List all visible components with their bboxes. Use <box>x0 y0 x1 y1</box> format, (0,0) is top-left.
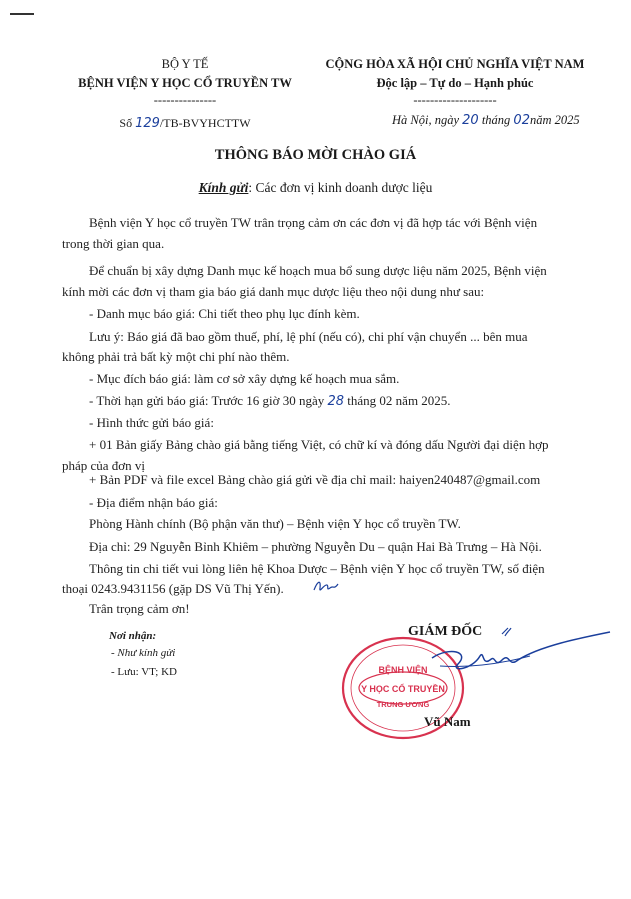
item-method: - Hình thức gửi báo giá: <box>89 415 214 430</box>
item-catalog: - Danh mục báo giá: Chi tiết theo phụ lục đính kèm. <box>89 306 360 321</box>
doc-number-handwritten: 129 <box>135 116 160 131</box>
paragraph-2-line-1: Để chuẩn bị xây dựng Danh mục kế hoạch mua bổ sung dược liệu năm 2025, Bệnh viện <box>89 263 547 278</box>
country-name: CỘNG HÒA XÃ HỘI CHỦ NGHĨA VIỆT NAM <box>325 57 585 71</box>
director-signature <box>410 626 620 686</box>
paragraph-1-line-2: trong thời gian qua. <box>62 236 165 251</box>
greeting-text: : Các đơn vị kinh doanh dược liệu <box>248 180 433 195</box>
recipients-label: Nơi nhận: <box>109 630 157 642</box>
paragraph-1-line-1: Bệnh viện Y học cổ truyền TW trân trọng cảm ơn các đơn vị đã hợp tác với Bệnh viện <box>89 215 538 230</box>
deadline-day-handwritten: 28 <box>327 394 345 409</box>
corner-mark <box>10 13 34 15</box>
item-purpose: - Mục đích báo giá: làm cơ sở xây dựng kế hoạch mua sắm. <box>89 371 400 386</box>
national-motto: Độc lập – Tự do – Hạnh phúc <box>376 76 534 90</box>
date-prefix: Hà Nội, ngày <box>392 113 463 127</box>
contact-line-1: Thông tin chi tiết vui lòng liên hệ Khoa Dược – Bệnh viện Y học cổ truyền TW, số điện <box>89 561 545 576</box>
method-1-line-1: + 01 Bản giấy Bảng chào giá bằng tiếng Việt, có chữ kí và đóng dấu Người đại diện hợp <box>89 437 549 452</box>
method-2: + Bản PDF và file excel Bảng chào giá gửi về địa chỉ mail: haiyen240487@gmail.com <box>89 472 541 487</box>
director-name: Vũ Nam <box>424 714 471 729</box>
method-1-line-2: pháp của đơn vị <box>62 458 146 473</box>
closing-line: Trân trọng cảm ơn! <box>89 601 190 616</box>
doc-number-suffix: /TB-BVYHCTTW <box>159 116 251 130</box>
document-date <box>392 113 580 128</box>
recipient-item: - Như kính gửi <box>111 647 176 659</box>
date-day-handwritten: 20 <box>462 113 479 128</box>
document-number <box>60 114 310 133</box>
note-line-1: Lưu ý: Báo giá đã bao gồm thuế, phí, lệ phí (nếu có), chi phí vận chuyển ... bên mua <box>89 329 528 344</box>
left-header-divider: --------------- <box>153 93 217 107</box>
place-line: Phòng Hành chính (Bộ phận văn thư) – Bệnh viện Y học cổ truyền TW. <box>89 516 461 531</box>
director-title: GIÁM ĐỐC <box>408 624 483 639</box>
date-mid: tháng <box>478 113 514 127</box>
note-line-2: không phải trả bất kỳ một chi phí nào thêm. <box>62 349 290 364</box>
item-place: - Địa điểm nhận báo giá: <box>89 495 218 510</box>
item-deadline <box>89 390 451 412</box>
deadline-suffix: tháng 02 năm 2025. <box>344 393 451 408</box>
greeting-label: Kính gửi <box>198 180 249 195</box>
date-month-handwritten: 02 <box>513 113 530 128</box>
ministry-name: BỘ Y TẾ <box>161 57 209 71</box>
stamp-line-3: TRUNG ƯƠNG <box>376 700 430 709</box>
greeting <box>0 180 631 196</box>
right-header-divider: -------------------- <box>413 93 497 107</box>
document-title: THÔNG BÁO MỜI CHÀO GIÁ <box>214 147 417 163</box>
recipient-item: - Lưu: VT; KD <box>111 666 177 678</box>
paragraph-2-line-2: kính mời các đơn vị tham gia báo giá danh mục dược liệu theo nội dung như sau: <box>62 284 485 299</box>
hospital-name: BỆNH VIỆN Y HỌC CỔ TRUYỀN TW <box>78 76 292 90</box>
address-line: Địa chỉ: 29 Nguyễn Bỉnh Khiêm – phường Nguyễn Du – quận Hai Bà Trưng – Hà Nội. <box>89 539 542 554</box>
initials-scribble <box>312 576 342 596</box>
date-suffix: năm 2025 <box>529 113 580 127</box>
deadline-prefix: - Thời hạn gửi báo giá: Trước 16 giờ 30 ngày <box>89 393 328 408</box>
contact-line-2: thoại 0243.9431156 (gặp DS Vũ Thị Yến). <box>62 581 284 596</box>
doc-number-prefix: Số <box>119 116 136 130</box>
stamp-line-1: BỆNH VIỆN <box>378 665 428 675</box>
stamp-line-2: Y HỌC CỔ TRUYỀN <box>361 684 445 694</box>
